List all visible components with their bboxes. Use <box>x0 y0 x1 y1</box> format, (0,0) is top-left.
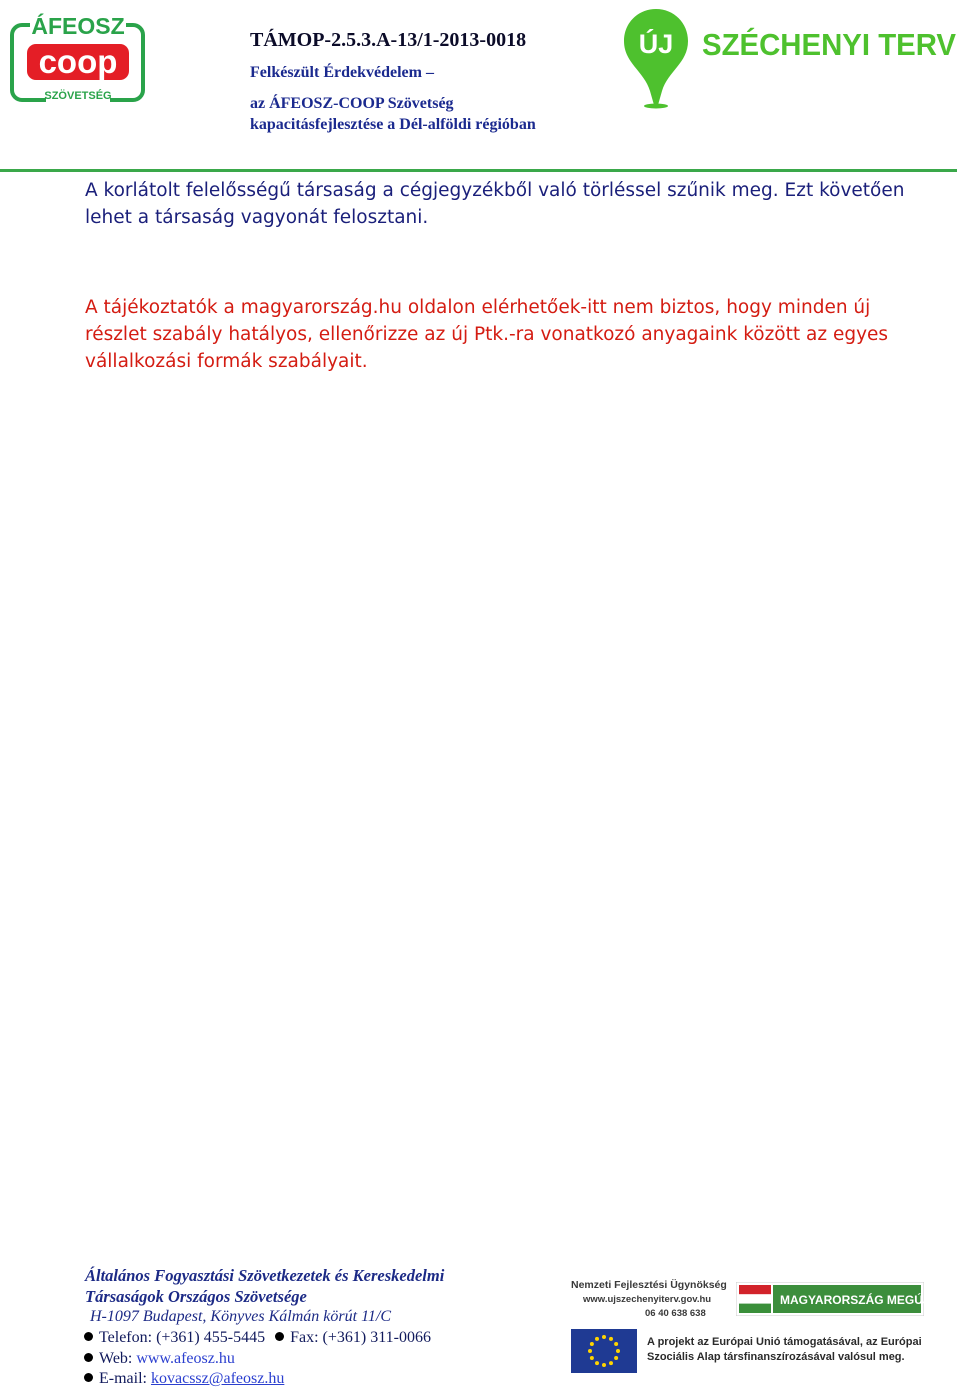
eu-star-icon <box>614 1356 618 1360</box>
phone-label: Telefon: <box>99 1329 153 1346</box>
bullet-icon <box>84 1373 93 1382</box>
eu-star-icon <box>609 1361 613 1365</box>
nfu-name: Nemzeti Fejlesztési Ügynökség <box>571 1279 727 1291</box>
eu-star-icon <box>595 1337 599 1341</box>
header-line-1: Felkészült Érdekvédelem – <box>250 64 434 81</box>
footer-phone-line <box>84 1329 431 1347</box>
afeosz-logo-bottom-text: SZÖVETSÉG <box>44 90 112 102</box>
footer-address: H-1097 Budapest, Könyves Kálmán körút 11/C <box>90 1308 392 1325</box>
email-label: E-mail: <box>99 1370 147 1387</box>
eu-star-icon <box>590 1342 594 1346</box>
fax-label: Fax: <box>290 1329 319 1346</box>
footer-org-name-2: Társaságok Országos Szövetsége <box>85 1287 307 1306</box>
afeosz-logo-top-text: ÁFEOSZ <box>31 13 125 39</box>
paragraph-notice: A tájékoztatók a magyarország.hu oldalon elérhetőek-itt nem biztos, hogy minden új részlet szabály hatályos, ellenőrizze az új Ptk.-ra vonatkozó anyagaink között az egyes vállalkozási formák szabályait. <box>85 297 889 372</box>
eu-flag-icon <box>571 1329 637 1373</box>
bullet-icon <box>84 1353 93 1362</box>
web-label: Web: <box>99 1350 133 1367</box>
fax-number: (+361) 311-0066 <box>322 1329 431 1346</box>
eu-support-text-1: A projekt az Európai Unió támogatásával, az Európai <box>647 1336 922 1348</box>
footer-email-line <box>84 1370 284 1388</box>
eu-star-icon <box>609 1337 613 1341</box>
afeosz-coop-logo <box>10 12 146 102</box>
header-line-2: az ÁFEOSZ-COOP Szövetség <box>250 95 454 112</box>
eu-star-icon <box>588 1349 592 1353</box>
eu-support-text-2: Szociális Alap társfinanszírozásával valósul meg. <box>647 1351 905 1363</box>
eu-star-icon <box>602 1363 606 1367</box>
header-line-3: kapacitásfejlesztése a Dél-alföldi régióban <box>250 116 536 133</box>
eu-star-icon <box>614 1342 618 1346</box>
phone-number: (+361) 455-5445 <box>156 1329 266 1346</box>
footer-org-name-1: Általános Fogyasztási Szövetkezetek és Kereskedelmi <box>85 1266 445 1285</box>
bullet-icon <box>275 1332 284 1341</box>
eu-star-icon <box>590 1356 594 1360</box>
bullet-icon <box>84 1332 93 1341</box>
szechenyi-terv-logo <box>622 5 958 109</box>
project-code: TÁMOP-2.5.3.A-13/1-2013-0018 <box>250 29 527 51</box>
footer-web-line <box>84 1350 235 1368</box>
eu-star-icon <box>595 1361 599 1365</box>
pin-text: ÚJ <box>638 29 674 59</box>
szechenyi-terv-text: SZÉCHENYI TERV <box>702 27 957 62</box>
afeosz-logo-middle-text: coop <box>38 43 118 80</box>
nfu-phone: 06 40 638 638 <box>645 1308 706 1319</box>
eu-star-icon <box>602 1335 606 1339</box>
nfu-website: www.ujszechenyiterv.gov.hu <box>583 1294 712 1305</box>
email-link[interactable]: kovacssz@afeosz.hu <box>150 1370 285 1387</box>
hungarian-flag-icon <box>739 1285 771 1313</box>
paragraph-dissolution: A korlátolt felelősségű társaság a cégjegyzékből való törléssel szűnik meg. Ezt követően lehet a társaság vagyonát felosztani. <box>85 180 905 228</box>
magyarorszag-megujul-text: MAGYARORSZÁG MEGÚJUL <box>780 1293 946 1307</box>
eu-star-icon <box>616 1349 620 1353</box>
web-link[interactable]: www.afeosz.hu <box>136 1350 235 1367</box>
header-divider <box>0 169 957 172</box>
